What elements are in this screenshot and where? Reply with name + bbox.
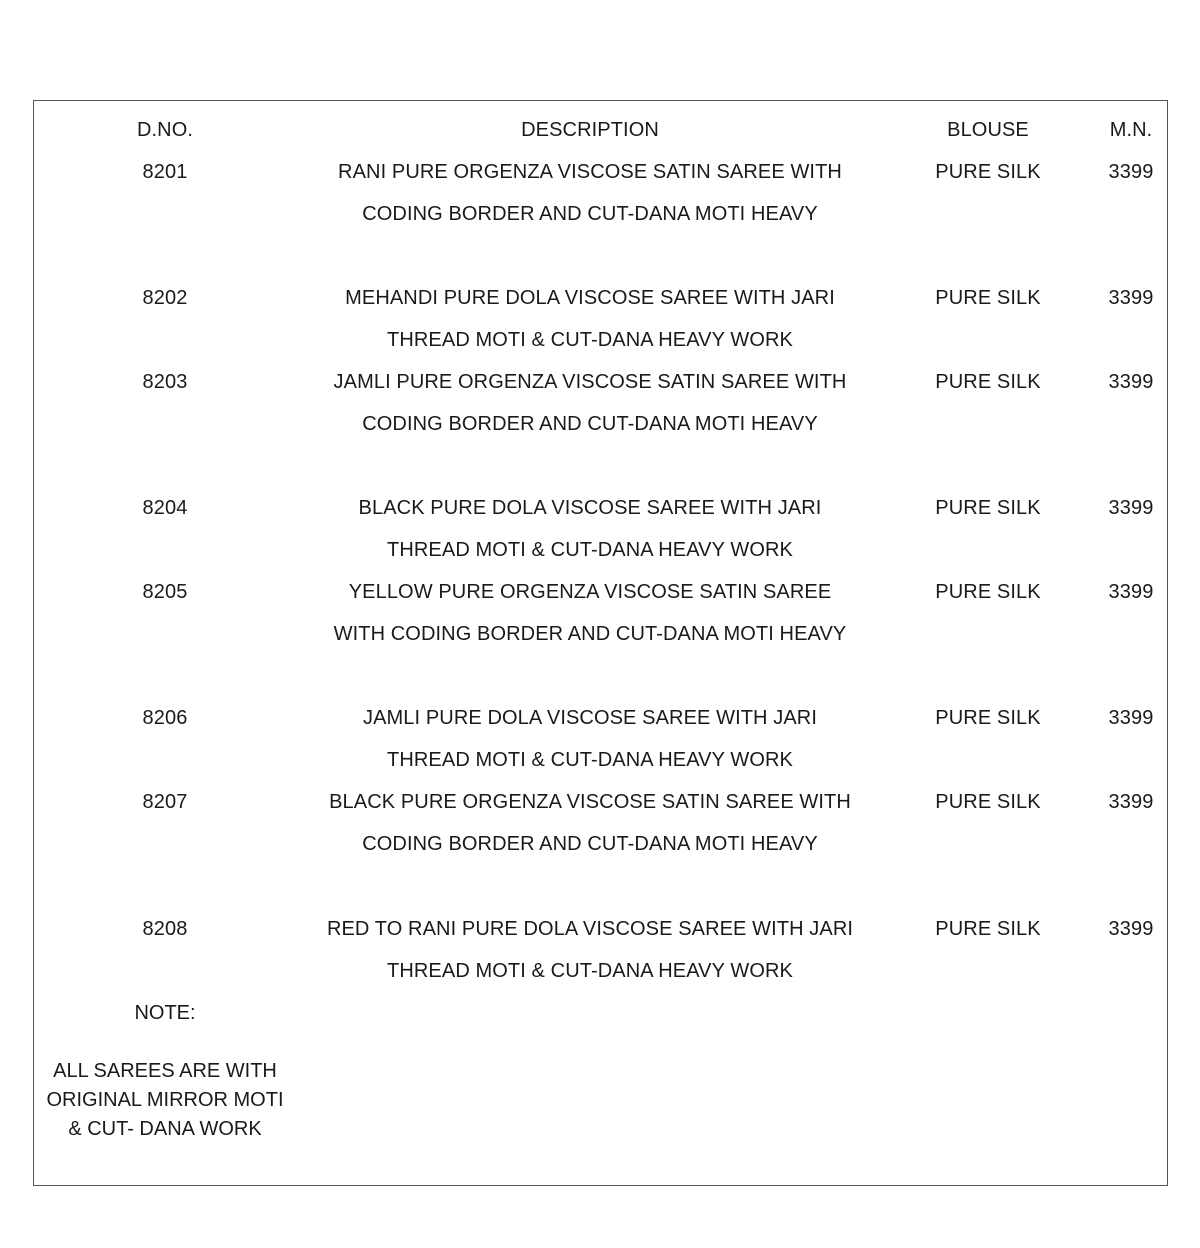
row-blouse: PURE SILK xyxy=(935,581,1041,603)
row-mn: 3399 xyxy=(1108,581,1154,603)
row-blouse: PURE SILK xyxy=(935,707,1041,729)
row-dno: 8204 xyxy=(142,497,188,519)
row-description-line2: WITH CODING BORDER AND CUT-DANA MOTI HEAVY xyxy=(333,623,847,645)
header-dno: D.NO. xyxy=(136,119,194,141)
header-description: DESCRIPTION xyxy=(521,119,659,141)
row-mn: 3399 xyxy=(1108,497,1154,519)
row-description-line1: MEHANDI PURE DOLA VISCOSE SAREE WITH JARI xyxy=(345,287,835,309)
row-description-line1: RED TO RANI PURE DOLA VISCOSE SAREE WITH JARI xyxy=(326,918,854,940)
row-mn: 3399 xyxy=(1108,791,1154,813)
row-description-line1: JAMLI PURE DOLA VISCOSE SAREE WITH JARI xyxy=(363,707,817,729)
row-dno: 8202 xyxy=(142,287,188,309)
row-mn: 3399 xyxy=(1108,918,1154,940)
row-mn: 3399 xyxy=(1108,161,1154,183)
row-mn: 3399 xyxy=(1108,287,1154,309)
row-blouse: PURE SILK xyxy=(935,287,1041,309)
row-dno: 8205 xyxy=(142,581,188,603)
row-dno: 8206 xyxy=(142,707,188,729)
row-dno: 8207 xyxy=(142,791,188,813)
note-text xyxy=(15,1057,315,1144)
row-description-line1: YELLOW PURE ORGENZA VISCOSE SATIN SAREE xyxy=(348,581,832,603)
row-blouse: PURE SILK xyxy=(935,161,1041,183)
row-description-line2: CODING BORDER AND CUT-DANA MOTI HEAVY xyxy=(362,203,818,225)
row-description-line1: JAMLI PURE ORGENZA VISCOSE SATIN SAREE WITH xyxy=(333,371,847,393)
header-blouse: BLOUSE xyxy=(947,119,1029,141)
row-description-line2: CODING BORDER AND CUT-DANA MOTI HEAVY xyxy=(362,833,818,855)
row-description-line2: THREAD MOTI & CUT-DANA HEAVY WORK xyxy=(387,749,793,771)
row-dno: 8203 xyxy=(142,371,188,393)
row-description-line1: RANI PURE ORGENZA VISCOSE SATIN SAREE WITH xyxy=(338,161,842,183)
row-blouse: PURE SILK xyxy=(935,791,1041,813)
row-blouse: PURE SILK xyxy=(935,371,1041,393)
row-blouse: PURE SILK xyxy=(935,918,1041,940)
note-line: & CUT- DANA WORK xyxy=(68,1118,262,1140)
row-dno: 8201 xyxy=(142,161,188,183)
row-dno: 8208 xyxy=(142,918,188,940)
row-mn: 3399 xyxy=(1108,371,1154,393)
row-description-line2: THREAD MOTI & CUT-DANA HEAVY WORK xyxy=(387,539,793,561)
row-blouse: PURE SILK xyxy=(935,497,1041,519)
note-line: ALL SAREES ARE WITH xyxy=(53,1060,277,1082)
row-description-line1: BLACK PURE ORGENZA VISCOSE SATIN SAREE WITH xyxy=(329,791,851,813)
row-description-line2: THREAD MOTI & CUT-DANA HEAVY WORK xyxy=(387,960,793,982)
note-title: NOTE: xyxy=(134,1002,196,1024)
row-description-line2: THREAD MOTI & CUT-DANA HEAVY WORK xyxy=(387,329,793,351)
note-line: ORIGINAL MIRROR MOTI xyxy=(46,1089,284,1111)
row-description-line2: CODING BORDER AND CUT-DANA MOTI HEAVY xyxy=(362,413,818,435)
row-mn: 3399 xyxy=(1108,707,1154,729)
header-mn: M.N. xyxy=(1109,119,1153,141)
row-description-line1: BLACK PURE DOLA VISCOSE SAREE WITH JARI xyxy=(358,497,822,519)
